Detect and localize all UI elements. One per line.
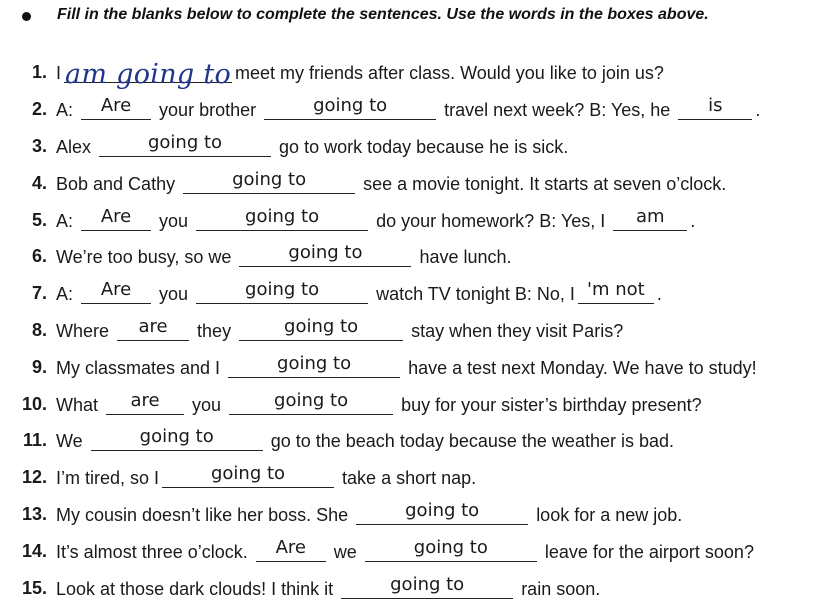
- sentence: Alex going to go to work today because he is sick.: [56, 132, 569, 157]
- item-number: 15.: [21, 578, 47, 598]
- item-number: 11.: [22, 430, 47, 450]
- item-number: 5.: [31, 210, 47, 230]
- answer-text: are: [130, 390, 160, 411]
- exercise-item-13: [0, 494, 837, 530]
- item-number: 10.: [21, 394, 47, 414]
- item-number: 9.: [31, 357, 47, 377]
- answer-blank[interactable]: [106, 390, 184, 415]
- answer-text: am: [635, 206, 665, 227]
- sentence: What are you going to buy for your sister’s birthday present?: [56, 390, 702, 415]
- answer-text: going to: [245, 206, 320, 227]
- answer-blank[interactable]: [578, 279, 654, 304]
- item-number: 8.: [31, 320, 47, 340]
- answer-blank[interactable]: [162, 463, 334, 488]
- sentence: We going to go to the beach today because the weather is bad.: [56, 426, 675, 451]
- answer-blank[interactable]: [678, 95, 752, 120]
- answer-text: going to: [405, 500, 480, 521]
- item-number: 6.: [31, 246, 47, 266]
- sentence: A: Are you going to watch TV tonight B: No, I 'm not .: [56, 279, 662, 304]
- exercise-item-6: [0, 236, 837, 272]
- exercise-item-1: [0, 52, 837, 88]
- answer-text: going to: [274, 390, 349, 411]
- item-number: 14.: [21, 541, 47, 561]
- answer-text: going to: [245, 279, 320, 300]
- answer-text: going to: [313, 95, 388, 116]
- answer-blank[interactable]: [81, 95, 151, 120]
- answer-blank[interactable]: [365, 537, 537, 562]
- answer-text: Are: [275, 537, 306, 558]
- answer-blank[interactable]: [99, 132, 271, 157]
- answer-text: going to: [390, 574, 465, 595]
- item-number: 4.: [31, 173, 47, 193]
- sentence: Bob and Cathy going to see a movie tonight. It starts at seven o’clock.: [56, 169, 727, 194]
- answer-text: going to: [413, 537, 488, 558]
- sentence: My classmates and I going to have a test next Monday. We have to study!: [56, 353, 757, 378]
- answer-text: going to: [277, 353, 352, 374]
- sentence: We’re too busy, so we going to have lunch.: [56, 242, 512, 267]
- answer-blank[interactable]: [256, 537, 326, 562]
- bullet-icon: [22, 12, 31, 21]
- sentence: My cousin doesn’t like her boss. She going to look for a new job.: [56, 500, 683, 525]
- answer-text: are: [138, 316, 168, 337]
- sentence: It’s almost three o’clock. Are we going to leave for the airport soon?: [56, 537, 754, 562]
- answer-text: Are: [100, 95, 132, 116]
- answer-blank[interactable]: [196, 279, 368, 304]
- exercise-item-11: [0, 420, 837, 456]
- sentence: I’m tired, so I going to take a short nap.: [56, 463, 477, 488]
- item-number: 2.: [31, 99, 47, 119]
- answer-blank[interactable]: [229, 390, 393, 415]
- sentence: A: Are your brother going to travel next week? B: Yes, he is .: [56, 95, 761, 120]
- exercise-item-7: [0, 273, 837, 309]
- instructions: [0, 6, 837, 32]
- answer-text: going to: [232, 169, 307, 190]
- exercise-item-12: [0, 457, 837, 493]
- exercise-item-5: [0, 200, 837, 236]
- exercise-item-4: [0, 163, 837, 199]
- sentence: Look at those dark clouds! I think it going to rain soon.: [56, 574, 601, 599]
- answer-blank[interactable]: [356, 500, 528, 525]
- exercise-item-2: [0, 89, 837, 125]
- answer-blank[interactable]: [239, 242, 411, 267]
- answer-text: going to: [147, 132, 223, 153]
- answer-text: 'm not: [587, 279, 645, 300]
- item-number: 12.: [21, 467, 47, 487]
- answer-text: Are: [100, 206, 132, 227]
- item-number: 7.: [31, 283, 47, 303]
- sentence: A: Are you going to do your homework? B: Yes, I am .: [56, 206, 696, 231]
- answer-blank[interactable]: [196, 206, 368, 231]
- answer-blank[interactable]: [613, 206, 687, 231]
- answer-text: Are: [100, 279, 132, 300]
- sentence: I am going to meet my friends after class. Would you like to join us?: [56, 59, 664, 90]
- exercise-item-3: [0, 126, 837, 162]
- answer-blank[interactable]: [81, 206, 151, 231]
- answer-blank[interactable]: [228, 353, 400, 378]
- answer-blank[interactable]: [64, 59, 232, 90]
- answer-blank[interactable]: [91, 426, 263, 451]
- item-number: 3.: [31, 136, 47, 156]
- sentence: Where are they going to stay when they visit Paris?: [56, 316, 624, 341]
- answer-blank[interactable]: [239, 316, 403, 341]
- answer-text: going to: [210, 463, 286, 484]
- answer-text: going to: [284, 316, 359, 337]
- answer-text: is: [708, 95, 723, 116]
- exercise-item-8: [0, 310, 837, 346]
- answer-blank[interactable]: [117, 316, 189, 341]
- exercise-item-14: [0, 531, 837, 567]
- item-number: 13.: [21, 504, 47, 524]
- answer-text: going to: [139, 426, 214, 447]
- answer-text: am going to: [64, 59, 232, 90]
- answer-blank[interactable]: [264, 95, 436, 120]
- item-number: 1.: [31, 62, 47, 82]
- exercise-item-10: [0, 384, 837, 420]
- exercise-item-15: [0, 568, 837, 604]
- answer-blank[interactable]: [183, 169, 355, 194]
- exercise-item-9: [0, 347, 837, 383]
- answer-blank[interactable]: [81, 279, 151, 304]
- answer-text: going to: [288, 242, 363, 263]
- answer-blank[interactable]: [341, 574, 513, 599]
- instructions-text: Fill in the blanks below to complete the sentences. Use the words in the boxes above.: [57, 6, 709, 23]
